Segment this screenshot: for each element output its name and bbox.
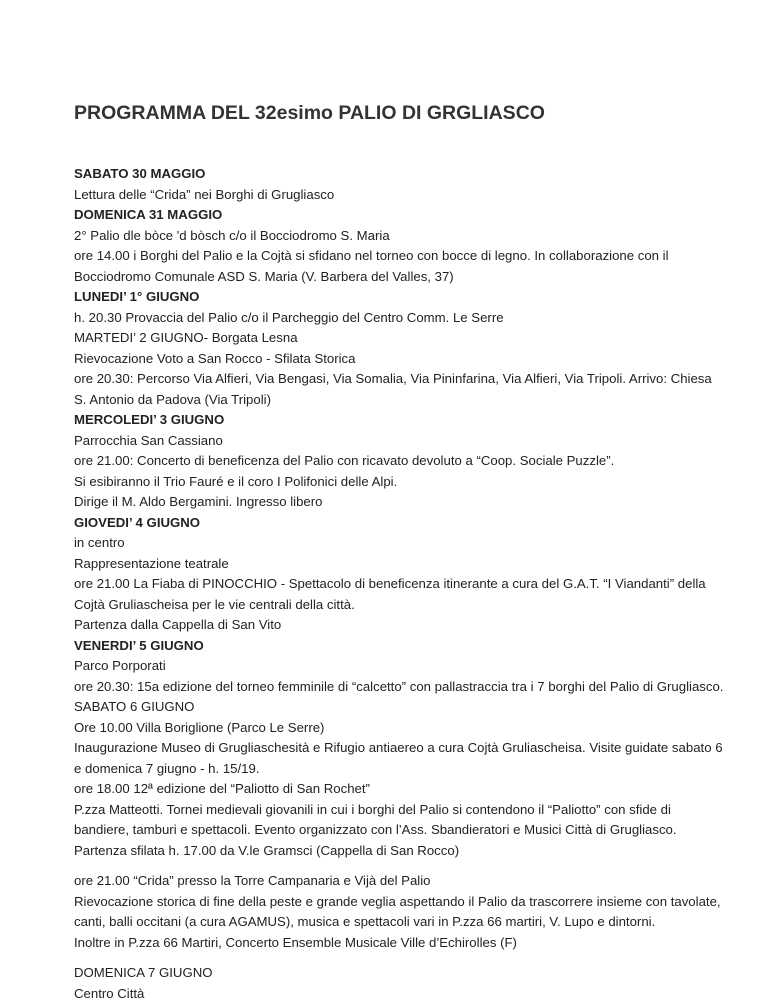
program-line: ore 21.00: Concerto di beneficenza del Palio con ricavato devoluto a “Coop. Sociale Puzzle”. (74, 451, 714, 472)
program-line: MARTEDI’ 2 GIUGNO- Borgata Lesna (74, 328, 714, 349)
program-line: e domenica 7 giugno - h. 15/19. (74, 759, 714, 780)
day-heading: SABATO 30 MAGGIO (74, 164, 714, 185)
program-line: Cojtà Gruliascheisa per le vie centrali della città. (74, 595, 714, 616)
program-line: ore 18.00 12ª edizione del “Paliotto di San Rochet” (74, 779, 714, 800)
program-line: Parrocchia San Cassiano (74, 431, 714, 452)
day-heading: GIOVEDI’ 4 GIUGNO (74, 513, 714, 534)
program-line: Lettura delle “Crida” nei Borghi di Grugliasco (74, 185, 714, 206)
program-line: Centro Città (74, 984, 714, 1004)
program-line: P.zza Matteotti. Tornei medievali giovanili in cui i borghi del Palio si contendono il “Paliotto” con sfide di (74, 800, 714, 821)
program-line: Partenza sfilata h. 17.00 da V.le Gramsci (Cappella di San Rocco) (74, 841, 714, 862)
program-line: Parco Porporati (74, 656, 714, 677)
program-line: canti, balli occitani (a cura AGAMUS), musica e spettacoli vari in P.zza 66 martiri, V. Lupo e dintorni. (74, 912, 714, 933)
program-line: h. 20.30 Provaccia del Palio c/o il Parcheggio del Centro Comm. Le Serre (74, 308, 714, 329)
program-line: Rievocazione storica di fine della peste e grande veglia aspettando il Palio da trascorrere insieme con tavolate, (74, 892, 714, 913)
program-line: ore 20.30: Percorso Via Alfieri, Via Bengasi, Via Somalia, Via Pininfarina, Via Alfieri, Via Tripoli. Arrivo: Chiesa (74, 369, 714, 390)
program-line: SABATO 6 GIUGNO (74, 697, 714, 718)
day-heading: VENERDI’ 5 GIUGNO (74, 636, 714, 657)
program-line: ore 21.00 La Fiaba di PINOCCHIO - Spettacolo di beneficenza itinerante a cura del G.A.T. “I Viandanti” della (74, 574, 714, 595)
program-line: bandiere, tamburi e spettacoli. Evento organizzato con l’Ass. Sbandieratori e Musici Città di Grugliasco. (74, 820, 714, 841)
program-line: ore 20.30: 15a edizione del torneo femminile di “calcetto” con pallastraccia tra i 7 borghi del Palio di Grugliasco. (74, 677, 714, 698)
day-heading: LUNEDI’ 1° GIUGNO (74, 287, 714, 308)
program-line: ore 21.00 “Crida” presso la Torre Campanaria e Vijà del Palio (74, 871, 714, 892)
day-heading: MERCOLEDI’ 3 GIUGNO (74, 410, 714, 431)
program-line: Inoltre in P.zza 66 Martiri, Concerto Ensemble Musicale Ville d’Echirolles (F) (74, 933, 714, 954)
program-content (74, 164, 714, 1004)
program-line: 2° Palio dle bòce 'd bòsch c/o il Bocciodromo S. Maria (74, 226, 714, 247)
program-line: Rievocazione Voto a San Rocco - Sfilata Storica (74, 349, 714, 370)
program-line: Ore 10.00 Villa Boriglione (Parco Le Serre) (74, 718, 714, 739)
program-line: Dirige il M. Aldo Bergamini. Ingresso libero (74, 492, 714, 513)
program-line: in centro (74, 533, 714, 554)
paragraph-gap (74, 953, 714, 963)
page-title: PROGRAMMA DEL 32esimo PALIO DI GRGLIASCO (74, 102, 545, 125)
program-line: Partenza dalla Cappella di San Vito (74, 615, 714, 636)
program-line: DOMENICA 7 GIUGNO (74, 963, 714, 984)
paragraph-gap (74, 861, 714, 871)
program-line: Rappresentazione teatrale (74, 554, 714, 575)
program-line: S. Antonio da Padova (Via Tripoli) (74, 390, 714, 411)
program-line: ore 14.00 i Borghi del Palio e la Cojtà si sfidano nel torneo con bocce di legno. In collaborazione con il (74, 246, 714, 267)
program-line: Bocciodromo Comunale ASD S. Maria (V. Barbera del Valles, 37) (74, 267, 714, 288)
day-heading: DOMENICA 31 MAGGIO (74, 205, 714, 226)
program-line: Inaugurazione Museo di Grugliaschesità e Rifugio antiaereo a cura Cojtà Gruliascheisa. Visite guidate sabato 6 (74, 738, 714, 759)
program-line: Si esibiranno il Trio Fauré e il coro I Polifonici delle Alpi. (74, 472, 714, 493)
